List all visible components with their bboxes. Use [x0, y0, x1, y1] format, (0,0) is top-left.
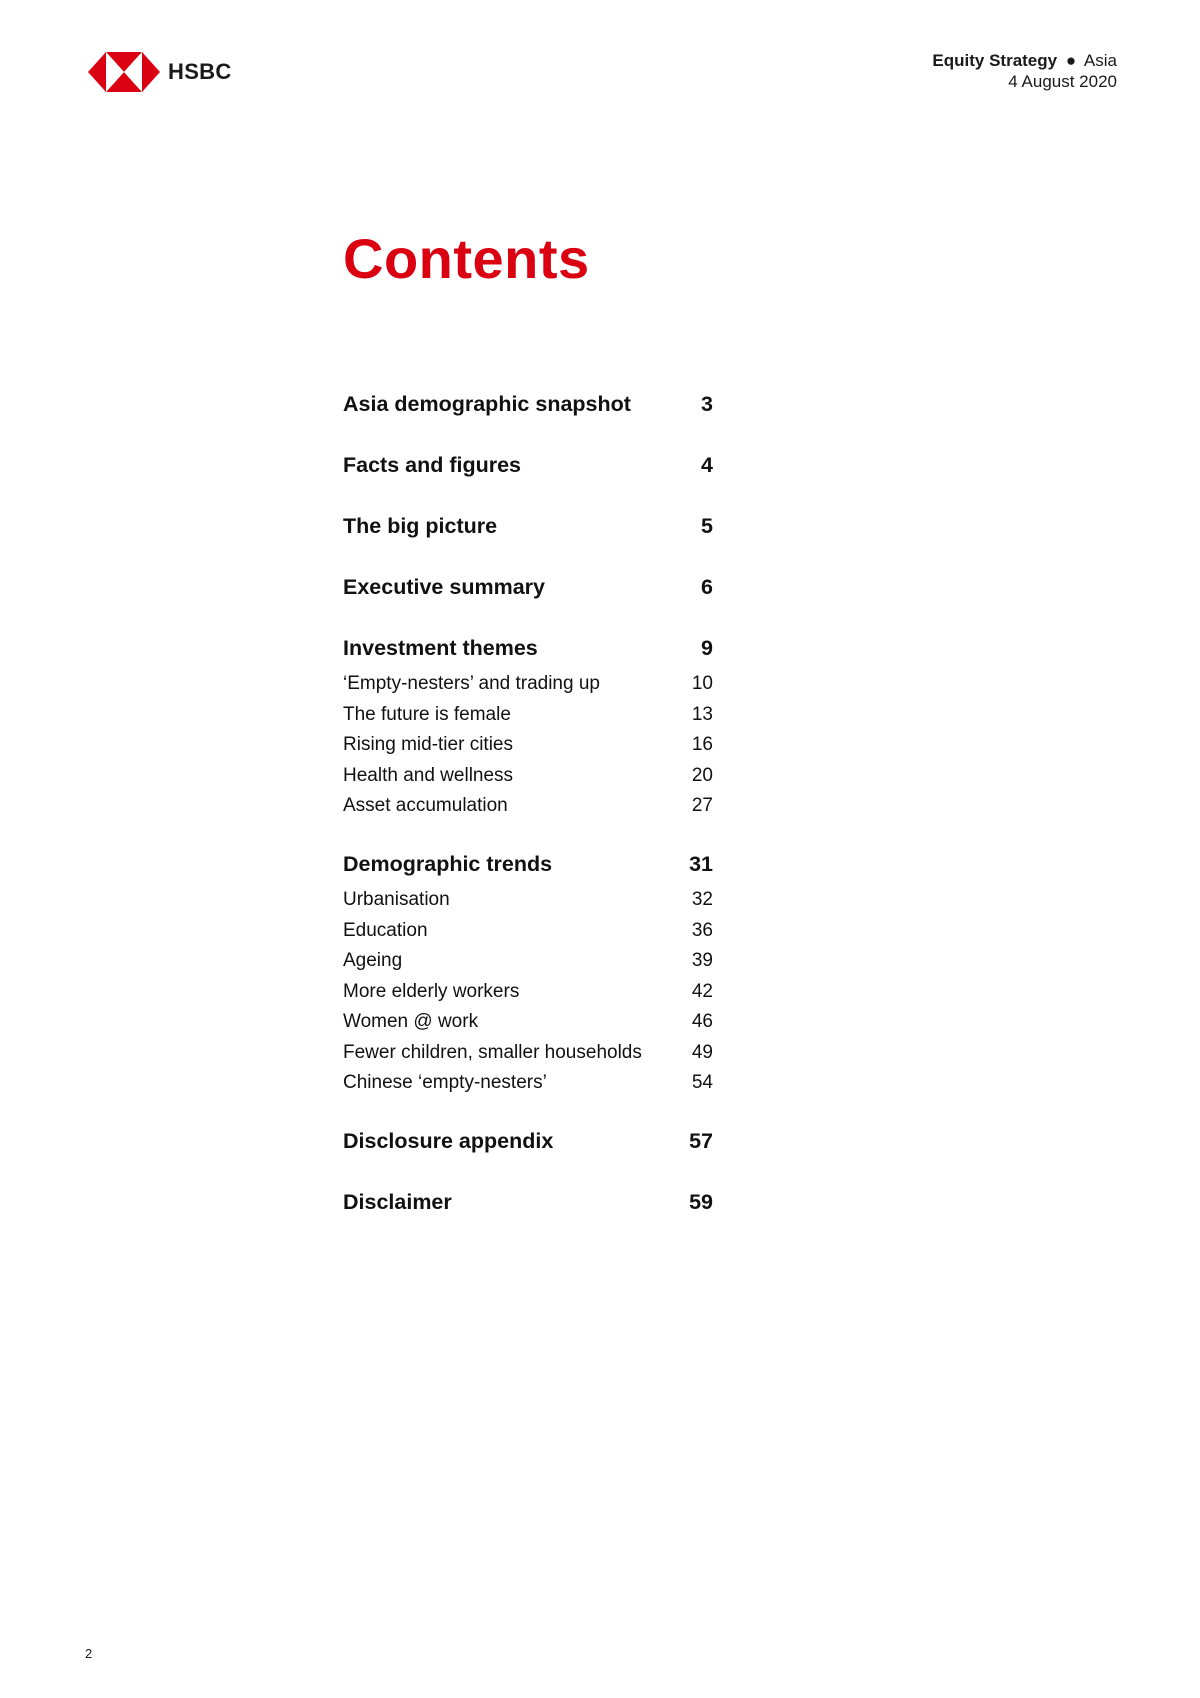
toc-entry-demographic[interactable] [343, 850, 713, 888]
toc-subentry-page: 39 [691, 950, 713, 971]
toc-entry-page: 6 [701, 575, 713, 599]
toc-entry-page: 59 [689, 1190, 713, 1214]
toc-subentry-page: 16 [691, 734, 713, 755]
table-of-contents [343, 390, 713, 1249]
logo-text: HSBC [168, 59, 232, 84]
toc-subentry-page: 46 [691, 1011, 713, 1032]
toc-entry-label: Asia demographic snapshot [343, 392, 631, 416]
toc-subentry-page: 36 [691, 919, 713, 941]
toc-subentry-label: Women @ work [343, 1011, 479, 1032]
hsbc-hexagon-icon [88, 52, 160, 92]
region-name: Asia [1083, 51, 1117, 70]
toc-subentry-label: Rising mid-tier cities [343, 734, 513, 755]
toc-subentry-page: 20 [691, 764, 713, 786]
toc-subentry-label: Urbanisation [343, 889, 450, 910]
toc-subentry-page: 42 [691, 980, 713, 1002]
toc-subentry-page: 49 [691, 1041, 713, 1063]
series-name: Equity Strategy [932, 51, 1058, 70]
toc-subentry-label: Health and wellness [343, 764, 514, 786]
toc-entry-snapshot[interactable] [343, 390, 713, 451]
toc-subentry[interactable] [343, 888, 713, 919]
toc-subentry-page: 32 [691, 889, 713, 910]
series-line [932, 50, 1117, 71]
toc-subentry-label: Education [343, 919, 428, 941]
toc-subentry[interactable] [343, 1041, 713, 1072]
toc-subentry[interactable] [343, 980, 713, 1011]
toc-entry-label: Investment themes [343, 636, 538, 660]
toc-subentry[interactable] [343, 1071, 713, 1127]
toc-subentry-page: 27 [691, 795, 713, 816]
toc-subentry-label: Fewer children, smaller households [343, 1041, 642, 1063]
toc-subentry[interactable] [343, 919, 713, 950]
toc-subentry-label: ‘Empty-nesters’ and trading up [343, 673, 600, 694]
document-header [932, 50, 1117, 92]
toc-entry-label: Demographic trends [343, 852, 553, 876]
page-title: Contents [343, 227, 590, 290]
toc-subentry-page: 54 [691, 1072, 713, 1093]
toc-entry-page: 31 [689, 852, 713, 876]
toc-entry-page: 4 [701, 453, 713, 477]
toc-entry-facts[interactable] [343, 451, 713, 512]
toc-subentry-page: 10 [691, 673, 713, 694]
toc-entry-investment[interactable] [343, 634, 713, 672]
toc-subentry-label: Ageing [343, 950, 403, 971]
toc-entry-label: Facts and figures [343, 453, 522, 477]
toc-entry-page: 3 [701, 392, 713, 416]
toc-subentry[interactable] [343, 794, 713, 850]
toc-subentry[interactable] [343, 764, 713, 795]
toc-subentry-label: Chinese ‘empty-nesters’ [343, 1072, 547, 1093]
toc-subentry-label: Asset accumulation [343, 795, 508, 816]
toc-entry-page: 9 [701, 636, 713, 660]
toc-entry-page: 57 [689, 1129, 713, 1153]
toc-entry-label: Disclosure appendix [343, 1129, 554, 1153]
toc-entry-label: Executive summary [343, 575, 545, 599]
toc-subentry[interactable] [343, 733, 713, 764]
toc-subentry[interactable] [343, 672, 713, 703]
toc-entry-exec-summary[interactable] [343, 573, 713, 634]
toc-entry-disclosure[interactable] [343, 1127, 713, 1188]
toc-subentry[interactable] [343, 949, 713, 980]
toc-entry-label: Disclaimer [343, 1190, 452, 1214]
hsbc-logo [88, 52, 232, 92]
page-number: 2 [85, 1646, 93, 1661]
toc-subentry-page: 13 [691, 703, 713, 725]
toc-subentry[interactable] [343, 1010, 713, 1041]
toc-subentry[interactable] [343, 703, 713, 734]
toc-entry-page: 5 [701, 514, 713, 538]
toc-entry-big-picture[interactable] [343, 512, 713, 573]
separator-bullet: ● [1065, 51, 1077, 70]
report-date: 4 August 2020 [1008, 72, 1117, 91]
toc-entry-disclaimer[interactable] [343, 1188, 713, 1249]
toc-subentry-label: More elderly workers [343, 980, 520, 1002]
toc-entry-label: The big picture [343, 514, 498, 538]
toc-subentry-label: The future is female [343, 703, 511, 725]
